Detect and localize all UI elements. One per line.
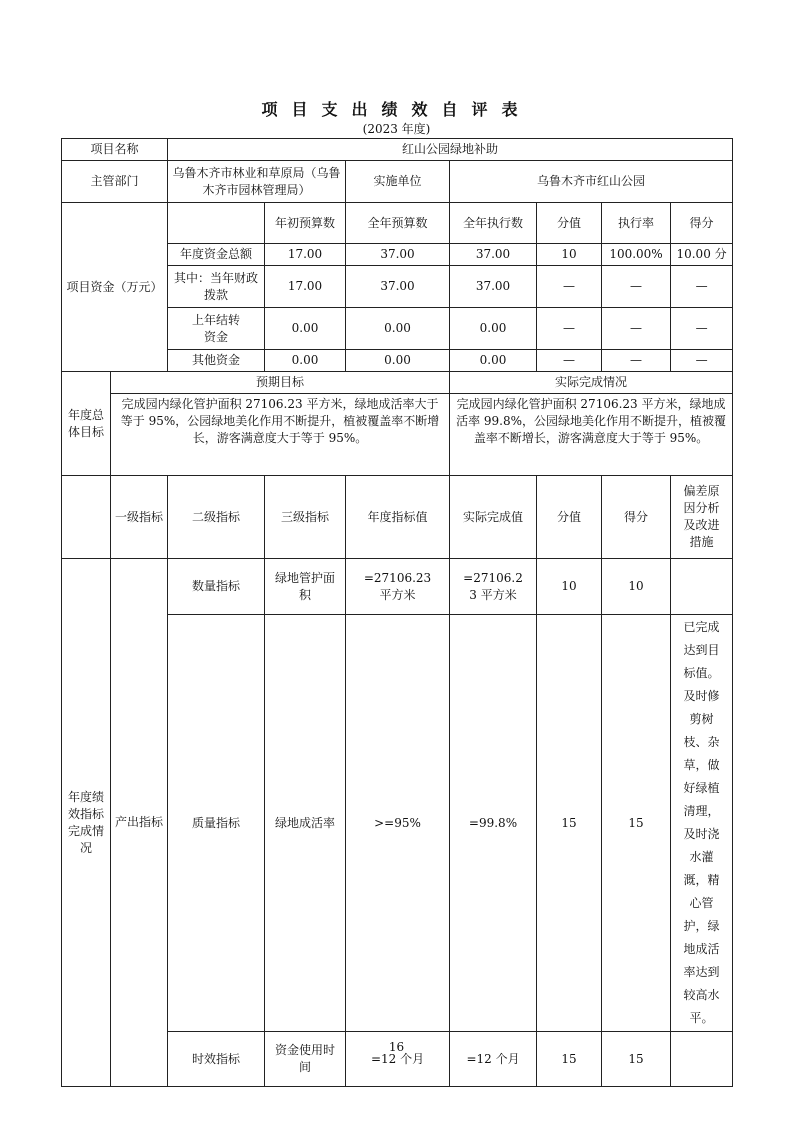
- indicators-header-blank: [62, 476, 111, 559]
- funds-label: 项目资金（万元）: [62, 203, 168, 372]
- funds-header: 分值: [537, 203, 602, 244]
- funds-cell: 0.00: [265, 350, 346, 372]
- actual-goal-text: 完成园内绿化管护面积 27106.23 平方米，绿地成活率 99.8%，公园绿地美化作用不断提升，植被覆盖率不断增长，游客满意度大于等于 95%。: [450, 394, 733, 476]
- funds-cell: 37.00: [346, 266, 450, 308]
- indicator-header: 年度指标值: [346, 476, 450, 559]
- level3-indicator: 绿地成活率: [265, 615, 346, 1032]
- funds-cell: 0.00: [346, 308, 450, 350]
- level3-indicator: 绿地管护面积: [265, 559, 346, 615]
- indicator-score: 15: [602, 615, 671, 1032]
- project-name-label: 项目名称: [62, 139, 168, 161]
- indicator-note: [671, 559, 733, 615]
- funds-cell: 17.00: [265, 244, 346, 266]
- indicator-header: 三级指标: [265, 476, 346, 559]
- indicator-note: 已完成达到目标值。及时修剪树枝、杂草，做好绿植清理，及时浇水灌溉，精心管护，绿地成活率达到较高水平。: [671, 615, 733, 1032]
- funds-cell: —: [602, 266, 671, 308]
- funds-cell: 0.00: [346, 350, 450, 372]
- funds-row-label: 年度资金总额: [168, 244, 265, 266]
- project-name: 红山公园绿地补助: [168, 139, 733, 161]
- indicator-target: >=95%: [346, 615, 450, 1032]
- expected-goal-header: 预期目标: [111, 372, 450, 394]
- level2-indicator: 质量指标: [168, 615, 265, 1032]
- indicator-header: 一级指标: [111, 476, 168, 559]
- funds-cell: —: [537, 350, 602, 372]
- funds-cell: —: [602, 350, 671, 372]
- indicator-header: 得分: [602, 476, 671, 559]
- indicator-target: =27106.23 平方米: [346, 559, 450, 615]
- dept-value: 乌鲁木齐市林业和草原局（乌鲁木齐市园林管理局）: [168, 161, 346, 203]
- indicator-actual: =99.8%: [450, 615, 537, 1032]
- level3-indicator: 资金使用时间: [265, 1032, 346, 1087]
- performance-table: [61, 138, 733, 1087]
- page-title: 项目支出绩效自评表: [261, 100, 532, 119]
- funds-cell: —: [537, 266, 602, 308]
- indicators-label: 年度绩效指标完成情况: [62, 559, 111, 1087]
- indicator-actual: =27106.23 平方米: [450, 559, 537, 615]
- funds-row-label: 其他资金: [168, 350, 265, 372]
- funds-cell: 0.00: [265, 308, 346, 350]
- funds-cell: —: [671, 350, 733, 372]
- indicator-score: 10: [602, 559, 671, 615]
- funds-header: 执行率: [602, 203, 671, 244]
- indicator-header: 偏差原因分析及改进措施: [671, 476, 733, 559]
- funds-cell: 10.00 分: [671, 244, 733, 266]
- funds-cell: 17.00: [265, 266, 346, 308]
- funds-row-label: 上年结转资金: [168, 308, 265, 350]
- impl-label: 实施单位: [346, 161, 450, 203]
- indicator-header: 实际完成值: [450, 476, 537, 559]
- dept-label: 主管部门: [62, 161, 168, 203]
- year-subtitle: (2023 年度): [362, 122, 431, 136]
- level2-indicator: 时效指标: [168, 1032, 265, 1087]
- funds-header: 得分: [671, 203, 733, 244]
- page-number: 16: [388, 1040, 405, 1054]
- indicator-score-value: 10: [537, 559, 602, 615]
- funds-cell: —: [671, 308, 733, 350]
- funds-cell: 0.00: [450, 308, 537, 350]
- funds-header: 年初预算数: [265, 203, 346, 244]
- goals-label: 年度总体目标: [62, 372, 111, 476]
- funds-header-blank: [168, 203, 265, 244]
- funds-cell: 100.00%: [602, 244, 671, 266]
- indicator-header: 二级指标: [168, 476, 265, 559]
- impl-value: 乌鲁木齐市红山公园: [450, 161, 733, 203]
- level1-indicator: 产出指标: [111, 559, 168, 1087]
- funds-cell: 37.00: [346, 244, 450, 266]
- actual-goal-header: 实际完成情况: [450, 372, 733, 394]
- indicator-header: 分值: [537, 476, 602, 559]
- funds-cell: 37.00: [450, 266, 537, 308]
- funds-cell: —: [537, 308, 602, 350]
- expected-goal-text: 完成园内绿化管护面积 27106.23 平方米，绿地成活率大于等于 95%，公园绿地美化作用不断提升，植被覆盖率不断增长，游客满意度大于等于 95%。: [111, 394, 450, 476]
- funds-cell: —: [671, 266, 733, 308]
- funds-cell: 37.00: [450, 244, 537, 266]
- funds-cell: —: [602, 308, 671, 350]
- funds-cell: 0.00: [450, 350, 537, 372]
- indicator-actual: =12 个月: [450, 1032, 537, 1087]
- funds-cell: 10: [537, 244, 602, 266]
- indicator-target: =12 个月: [346, 1032, 450, 1087]
- indicator-score: 15: [602, 1032, 671, 1087]
- funds-header: 全年执行数: [450, 203, 537, 244]
- level2-indicator: 数量指标: [168, 559, 265, 615]
- indicator-score-value: 15: [537, 615, 602, 1032]
- funds-row-label: 其中：当年财政拨款: [168, 266, 265, 308]
- funds-header: 全年预算数: [346, 203, 450, 244]
- indicator-score-value: 15: [537, 1032, 602, 1087]
